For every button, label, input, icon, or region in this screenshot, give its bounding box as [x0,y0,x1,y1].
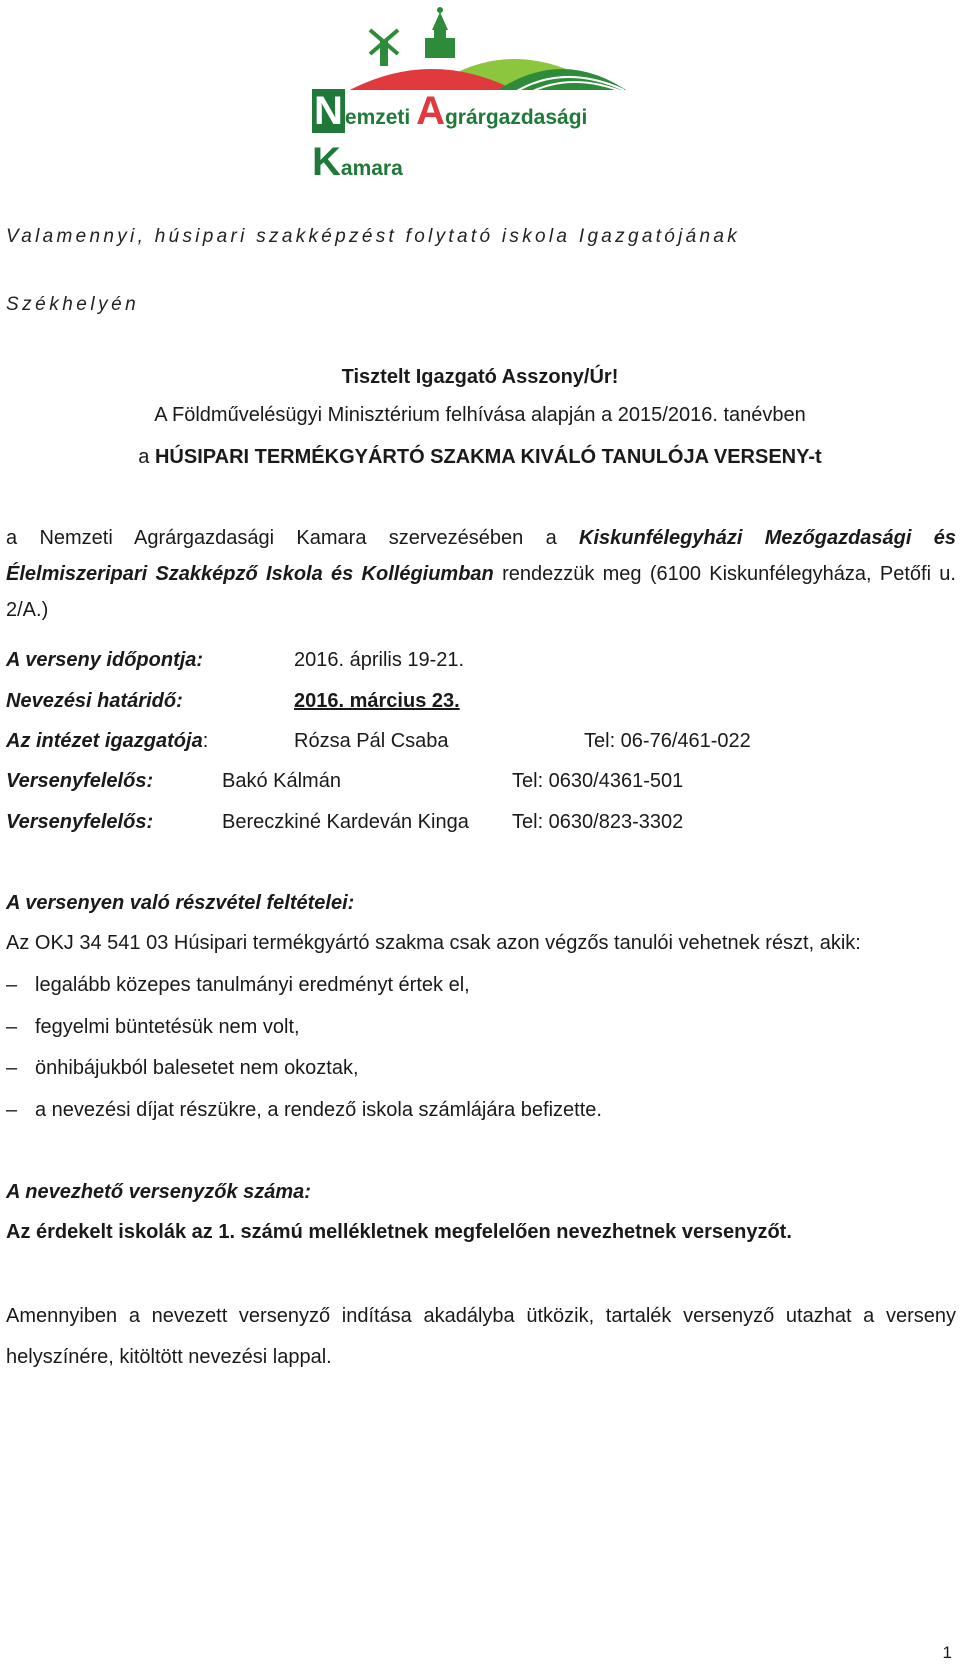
count-heading: A nevezhető versenyzők száma: [6,1181,311,1203]
director-phone: Tel: 06-76/461-022 [584,730,751,752]
condition-item: – a nevezési díjat részükre, a rendező iskola számlájára befizette. [6,1099,602,1121]
responsible-phone-2: Tel: 0630/823-3302 [512,811,684,833]
host-school: Kiskunfélegyházi Mezőgazdasági és Élelmiszeripari Szakképző Iskola és Kollégiumban [6,527,956,585]
logo-emblem-icon [312,4,654,94]
organizer-text: a Nemzeti Agrárgazdasági Kamara szervezésében a [6,527,580,549]
deadline-value: 2016. március 23. [294,690,460,712]
logo-word-nemzeti: emzeti [344,106,417,129]
responsible-phone: Tel: 0630/4361-501 [512,770,684,792]
deadline-label: Nevezési határidő: [6,690,183,712]
greeting: Tisztelt Igazgató Asszony/Úr! [341,366,619,388]
responsible-label: Versenyfelelős: [6,770,154,792]
page-number: 1 [942,1643,952,1662]
logo-word-agrargazdasagi: grárgazdasági [444,106,588,129]
director-name: Rózsa Pál Csaba [294,730,449,752]
chamber-logo [312,4,654,184]
logo-wordmark [312,89,654,184]
competition-title: HÚSIPARI TERMÉKGYÁRTÓ SZAKMA KIVÁLÓ TANULÓJA VERSENY-t [154,446,822,468]
date-label: A verseny időpontja: [6,649,204,671]
condition-item: – legalább közepes tanulmányi eredményt értek el, [6,974,470,996]
conditions-intro: Az OKJ 34 541 03 Húsipari termékgyártó szakma csak azon végzős tanulói vehetnek részt, akik: [6,932,861,954]
responsible-name: Bakó Kálmán [222,770,341,792]
closing-paragraph: Amennyiben a nevezett versenyző indítása akadályba ütközik, tartalék versenyző utazhat a verseny helyszínére, kitöltött nevezési lappal. [6,1305,956,1368]
responsible-name-2: Bereczkiné Kardeván Kinga [222,811,469,833]
director-label: Az intézet igazgatója: [6,730,209,752]
condition-item: – önhibájukból balesetet nem okoztak, [6,1057,359,1079]
competition-prefix: a [138,446,155,468]
addressee-seat: Székhelyén [6,294,140,315]
intro-line: A Földművelésügyi Minisztérium felhívása alapján a 2015/2016. tanévben [154,404,806,426]
logo-letter-n: N [314,89,343,133]
dash-icon: – [6,1099,18,1121]
competition-title-line [0,446,960,469]
conditions-heading: A versenyen való részvétel feltételei: [6,892,355,914]
date-value: 2016. április 19-21. [294,649,465,671]
dash-icon: – [6,974,18,996]
logo-letter-a: A [416,89,445,133]
logo-letter-k: K [312,140,341,184]
venue-address: rendezzük meg (6100 Kiskunfélegyháza, Petőfi u. 2/A.) [6,563,956,621]
condition-item: – fegyelmi büntetésük nem volt, [6,1016,300,1038]
dash-icon: – [6,1057,18,1079]
responsible-label-2: Versenyfelelős: [6,811,154,833]
addressee-line: Valamennyi, húsipari szakképzést folytató iskola Igazgatójának [6,226,741,247]
count-text: Az érdekelt iskolák az 1. számú mellékletnek megfelelően nevezhetnek versenyzőt. [6,1221,792,1243]
logo-word-kamara: amara [340,157,403,180]
organizer-paragraph [6,520,956,628]
dash-icon: – [6,1016,18,1038]
